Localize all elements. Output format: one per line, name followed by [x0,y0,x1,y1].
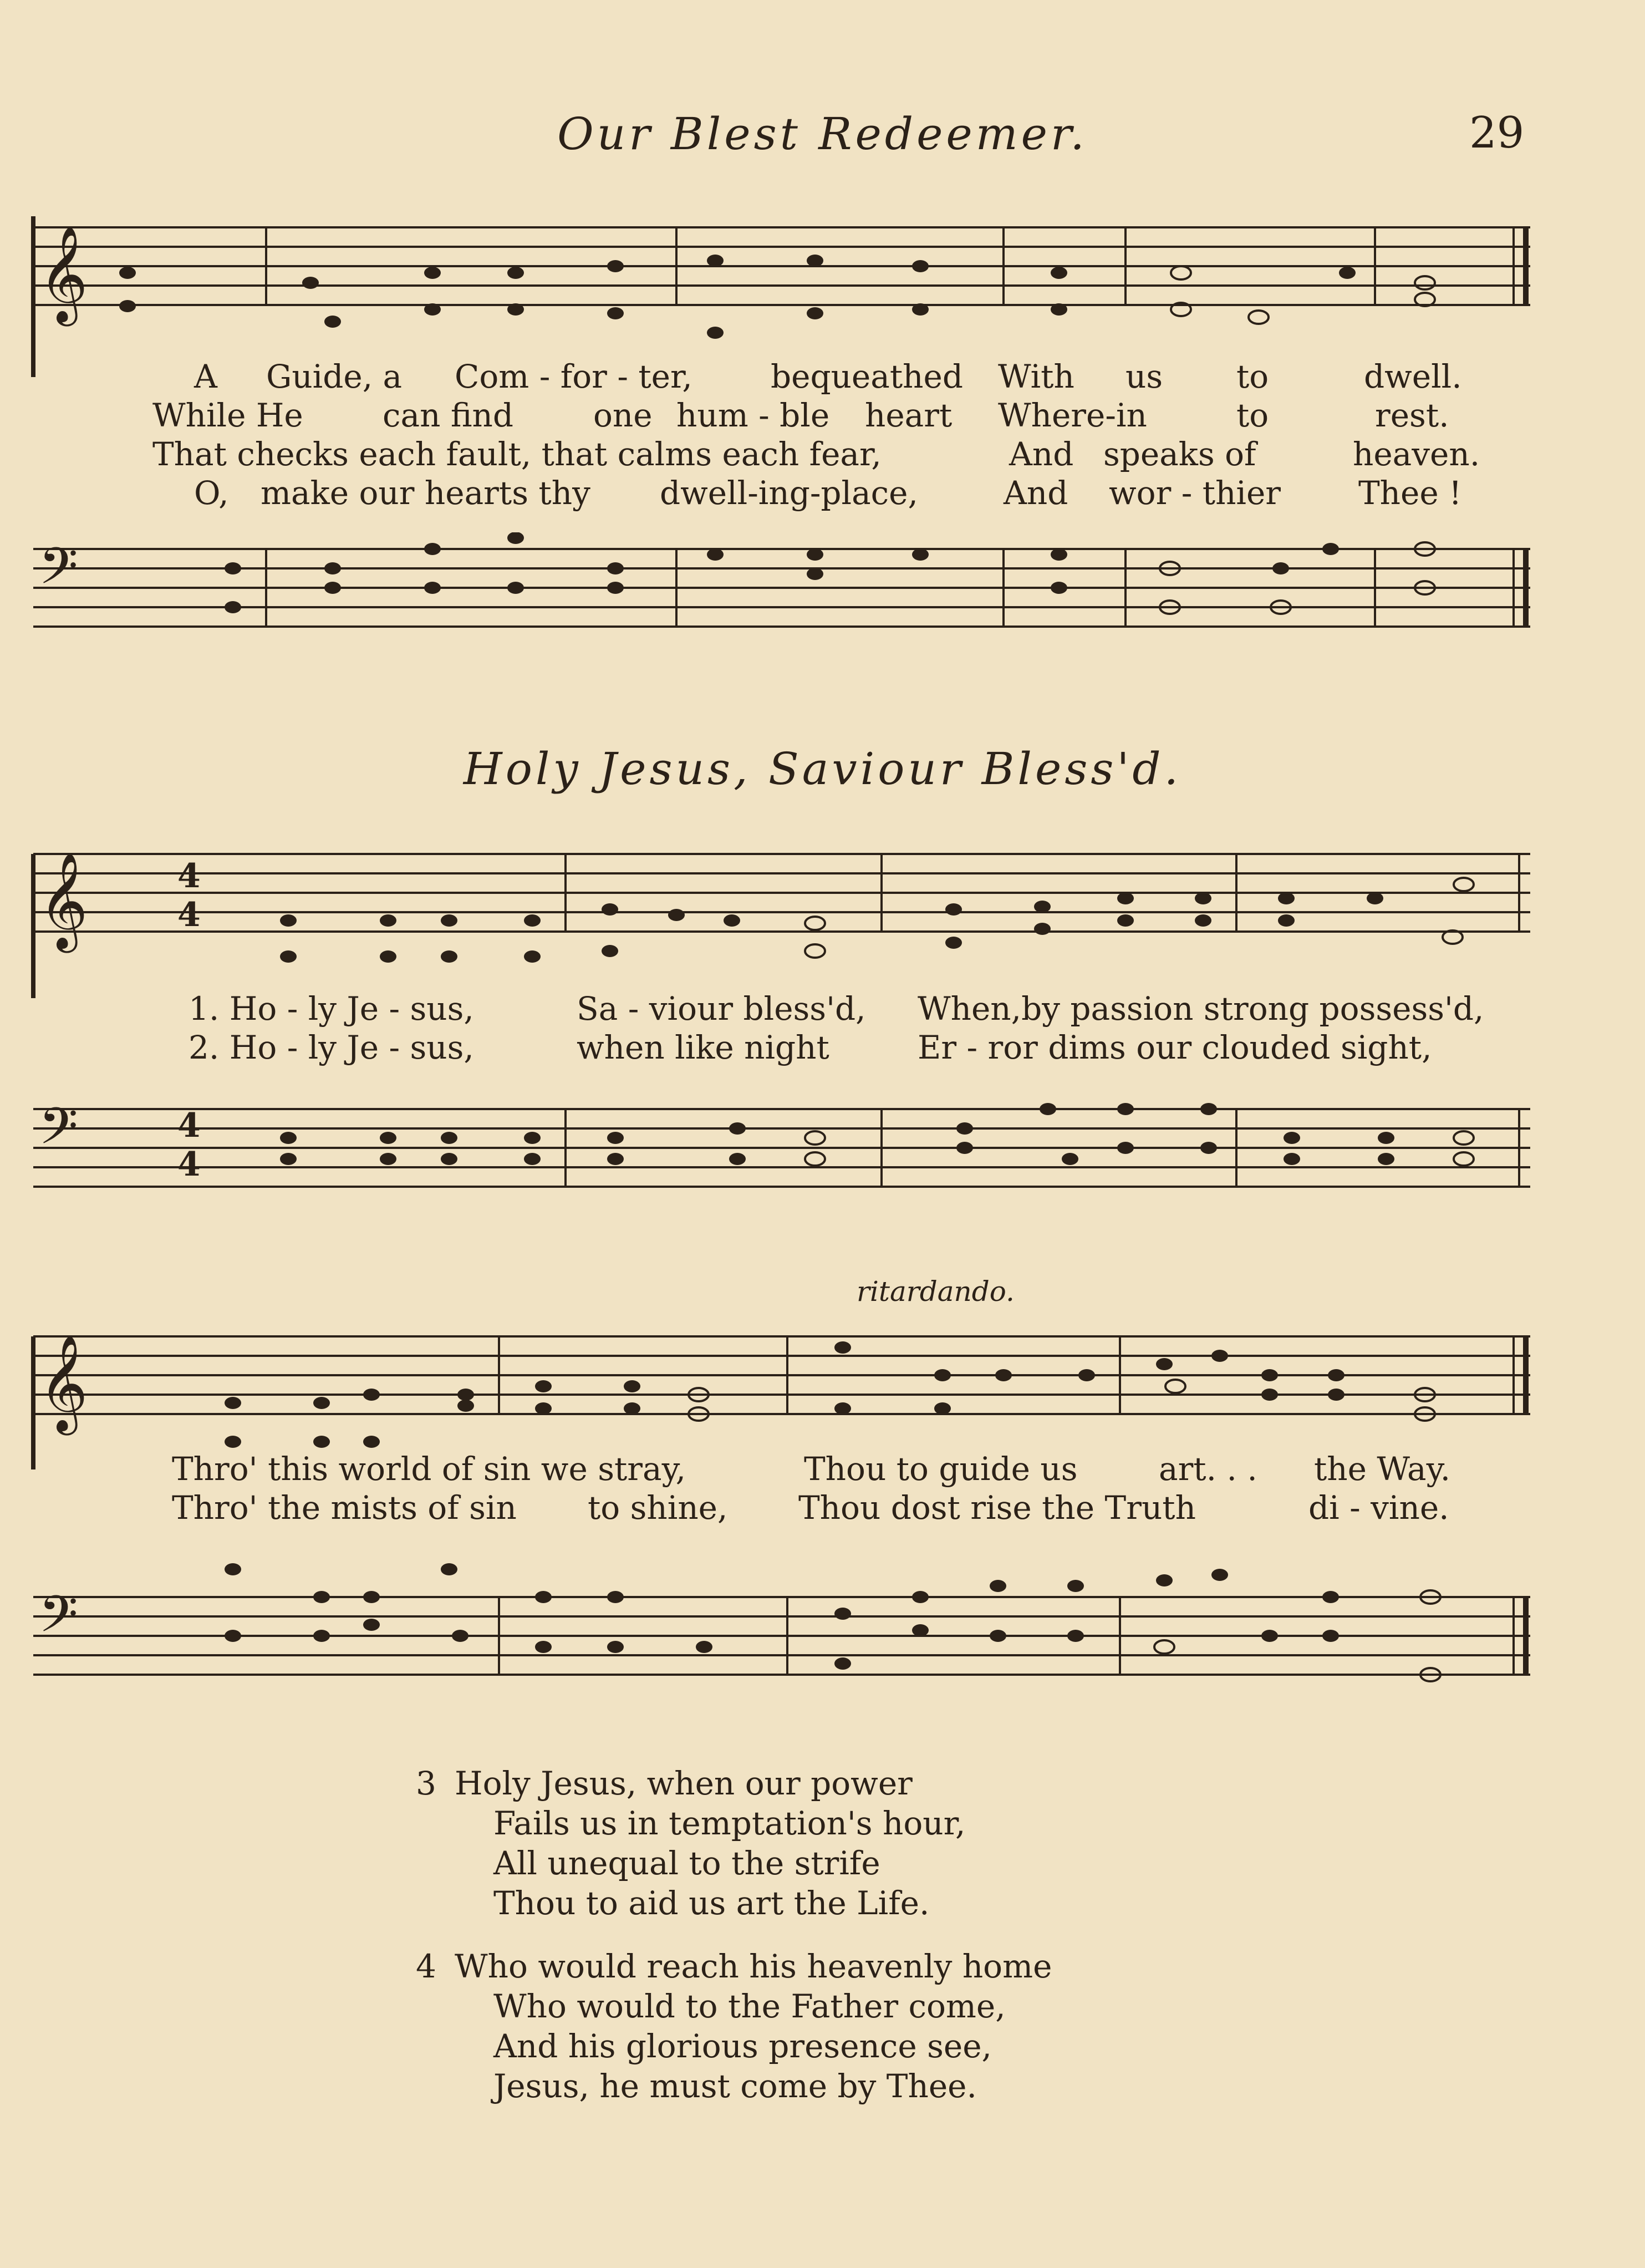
lyric-syllable: With [998,358,1074,395]
bass-staff-1 [22,532,1530,699]
verse-line: Who would to the Father come, [493,1987,1006,2025]
lyric-syllable: Com - for - ter, [455,358,692,395]
lyric-syllable: heaven. [1353,435,1480,473]
lyric-syllable: us [1125,358,1163,395]
svg-text:𝄞: 𝄞 [39,226,88,322]
verse-line: Who would reach his heavenly home [455,1947,1052,1985]
verse-number: 3 [416,1764,436,1802]
lyric-syllable: to [1236,396,1269,434]
bass-staff-3 [22,1536,1530,1702]
lyric-syllable: bequeathed [771,358,963,395]
lyric-line-verse-4 [22,474,1530,513]
tempo-marking: ritardando. [857,1275,1015,1308]
treble-staff-2 [22,832,1530,998]
svg-text:𝄞: 𝄞 [39,1335,88,1431]
svg-text:4: 4 [177,1106,201,1145]
lyric-syllable: 1. Ho - ly Je - sus, [189,990,474,1028]
lyric-syllable: Thou to guide us [804,1450,1078,1488]
svg-text:4: 4 [177,857,201,896]
svg-text:𝄢: 𝄢 [39,1585,78,1656]
verse-line: All unequal to the strife [493,1844,880,1882]
lyric-line-verse-2 [22,396,1530,435]
lyric-syllable: art. . . [1159,1450,1257,1488]
music-system-1 [22,211,1530,699]
treble-staff-1 [22,211,1530,377]
lyric-syllable: to shine, [588,1489,728,1527]
hymn-title: Holy Jesus, Saviour Bless'd. [463,743,1182,795]
lyric-syllable: dwell-ing-place, [660,474,918,512]
svg-text:𝄞: 𝄞 [39,852,88,949]
lyric-syllable: That checks each fault, that calms each fear, [152,435,882,473]
svg-text:4: 4 [177,896,201,934]
lyric-syllable: Guide, a [266,358,403,395]
lyric-syllable: speaks of [1103,435,1256,473]
svg-text:𝄢: 𝄢 [39,537,78,608]
music-system-3 [22,1275,1530,1708]
page-number: 29 [1469,108,1525,158]
lyric-syllable: Er - ror dims our clouded sight, [918,1029,1432,1066]
lyric-syllable: O, [194,474,229,512]
verse-line: Holy Jesus, when our power [455,1764,913,1802]
lyric-syllable: dwell. [1364,358,1462,395]
treble-staff-3 [22,1298,1530,1469]
lyric-syllable: And [1009,435,1074,473]
lyric-syllable: 2. Ho - ly Je - sus, [189,1029,474,1066]
lyric-syllable: Thee ! [1358,474,1462,512]
lyric-line-verse-3 [22,435,1530,474]
lyric-line-verse-1 [22,358,1530,396]
lyric-syllable: one [593,396,653,434]
verse-number: 4 [416,1947,436,1985]
verse-line: Fails us in temptation's hour, [493,1804,966,1842]
lyric-syllable: Sa - viour bless'd, [577,990,866,1028]
lyric-line-verse-1 [22,1450,1530,1489]
lyric-syllable: Thro' the mists of sin [172,1489,517,1527]
lyric-syllable: heart [865,396,953,434]
lyric-syllable: hum - ble [676,396,830,434]
lyric-line-verse-1 [22,990,1530,1029]
lyric-syllable: A [194,358,217,395]
lyric-syllable: wor - thier [1109,474,1281,512]
verse-line: Jesus, he must come by Thee. [493,2067,977,2105]
lyric-syllable: rest. [1375,396,1449,434]
verse-3 [416,1763,966,1923]
lyric-syllable: when like night [577,1029,829,1066]
lyric-syllable: make our hearts thy [261,474,590,512]
lyric-syllable: When,by passion strong possess'd, [918,990,1484,1028]
music-system-2 [22,832,1530,1220]
lyric-syllable: the Way. [1314,1450,1451,1488]
lyric-syllable: to [1236,358,1269,395]
lyric-syllable: Thou dost rise the Truth [798,1489,1196,1527]
svg-text:𝄢: 𝄢 [39,1097,78,1168]
lyric-syllable: While He [152,396,303,434]
svg-text:4: 4 [177,1145,201,1184]
lyric-syllable: di - vine. [1308,1489,1449,1527]
lyric-line-verse-2 [22,1489,1530,1528]
lyric-syllable: Thro' this world of sin we stray, [172,1450,686,1488]
running-title: Our Blest Redeemer. [557,108,1088,160]
verse-4 [416,1946,1052,2106]
lyric-syllable: And [1004,474,1068,512]
bass-staff-2 [22,1076,1530,1220]
verse-line: Thou to aid us art the Life. [493,1884,930,1922]
lyric-syllable: can find [383,396,514,434]
verse-line: And his glorious presence see, [493,2027,992,2065]
lyric-line-verse-2 [22,1029,1530,1067]
lyric-syllable: Where-in [998,396,1147,434]
